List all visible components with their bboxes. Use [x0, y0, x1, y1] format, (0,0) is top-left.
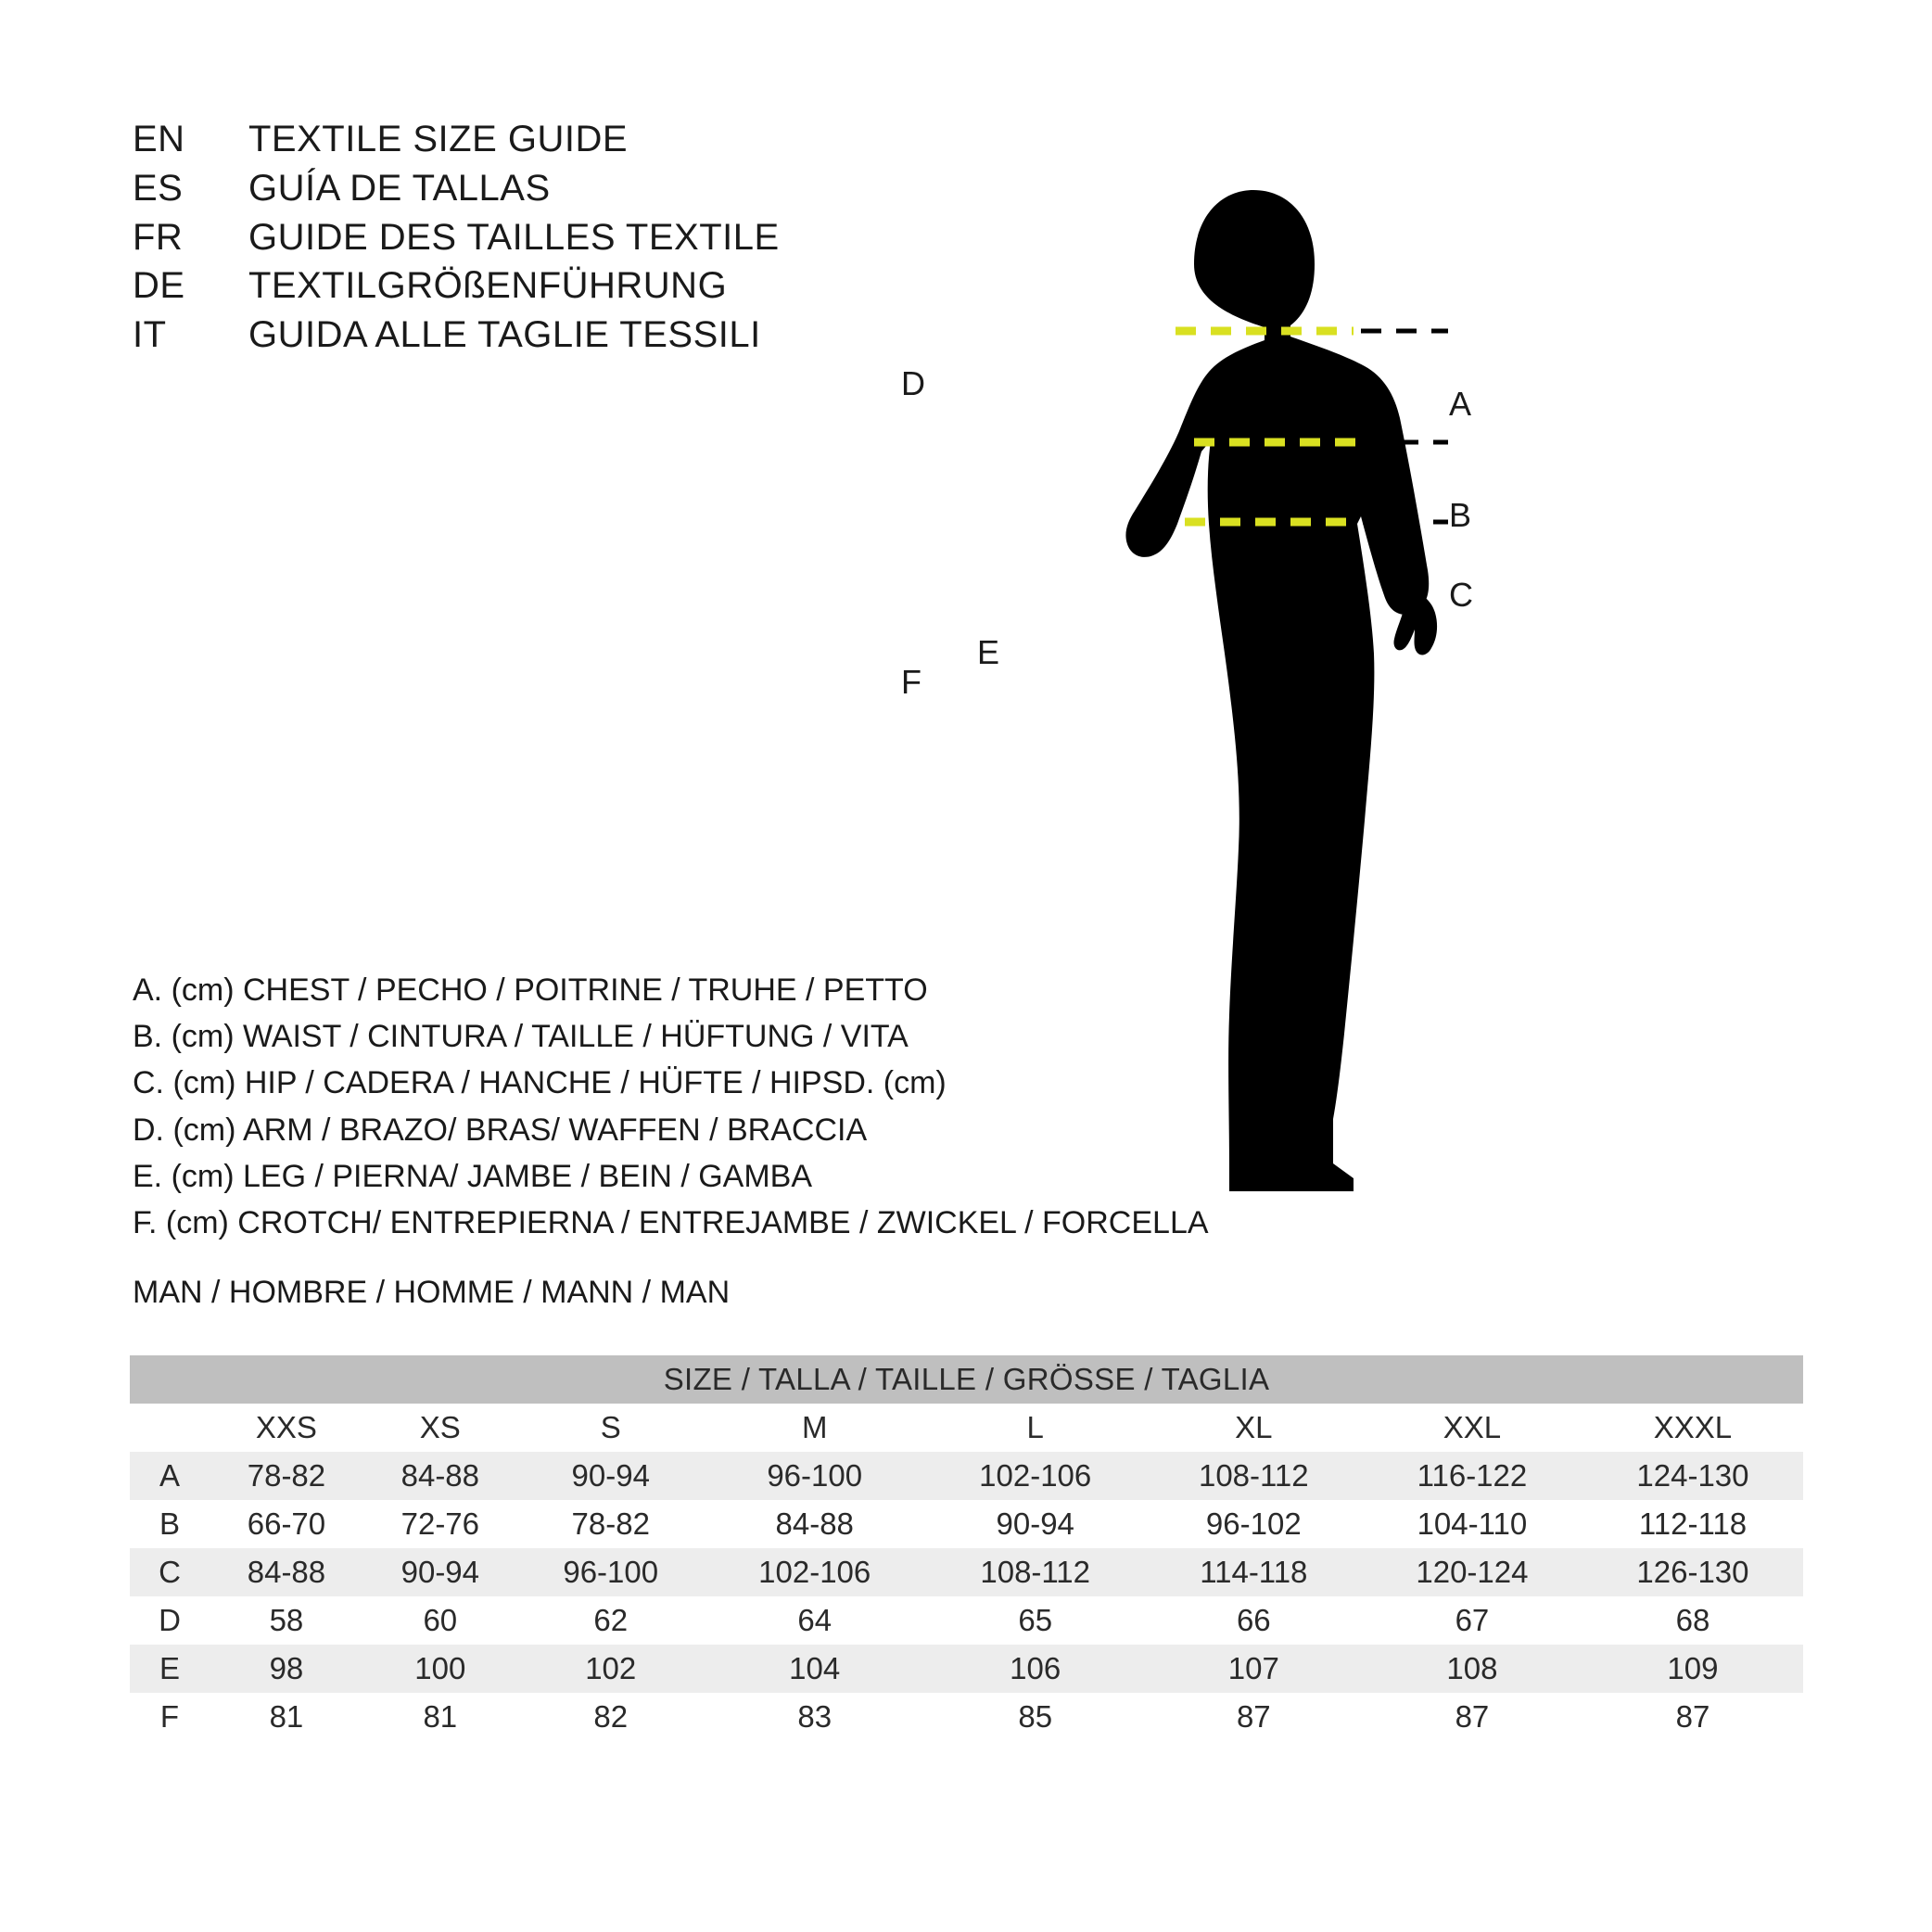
row-label-b: B [130, 1500, 210, 1548]
cell-b-m: 84-88 [705, 1500, 925, 1548]
cell-c-s: 96-100 [517, 1548, 705, 1596]
language-header-block [133, 119, 967, 363]
legend-line-b: B. (cm) WAIST / CINTURA / TAILLE / HÜFTUNG / VITA [133, 1019, 909, 1055]
cell-a-m: 96-100 [705, 1452, 925, 1500]
cell-d-xxl: 67 [1362, 1596, 1582, 1645]
table-header-row [130, 1404, 1803, 1452]
language-row [133, 119, 967, 160]
language-code: IT [133, 314, 167, 356]
size-table [130, 1355, 1803, 1741]
cell-a-xxxl: 124-130 [1582, 1452, 1803, 1500]
table-title-row [130, 1355, 1803, 1404]
column-header-xxl: XXL [1362, 1404, 1582, 1452]
language-title: TEXTILGRÖßENFÜHRUNG [248, 265, 728, 307]
measurement-legend [133, 970, 1227, 1249]
legend-line-a: A. (cm) CHEST / PECHO / POITRINE / TRUHE / PETTO [133, 972, 928, 1008]
table-row [130, 1452, 1803, 1500]
cell-a-xs: 84-88 [363, 1452, 517, 1500]
column-header-xl: XL [1146, 1404, 1362, 1452]
cell-f-xxl: 87 [1362, 1693, 1582, 1741]
cell-d-xxxl: 68 [1582, 1596, 1803, 1645]
cell-b-xxxl: 112-118 [1582, 1500, 1803, 1548]
gender-label: MAN / HOMBRE / HOMME / MANN / MAN [133, 1275, 731, 1310]
cell-f-xl: 87 [1146, 1693, 1362, 1741]
column-header-s: S [517, 1404, 705, 1452]
column-header-blank [130, 1404, 210, 1452]
marker-label-f: F [901, 663, 922, 701]
cell-d-m: 64 [705, 1596, 925, 1645]
column-header-xxxl: XXXL [1582, 1404, 1803, 1452]
marker-label-b: B [1449, 496, 1472, 534]
cell-b-xs: 72-76 [363, 1500, 517, 1548]
language-code: DE [133, 265, 185, 307]
language-title: GUIDA ALLE TAGLIE TESSILI [248, 314, 761, 356]
legend-line-c: C. (cm) HIP / CADERA / HANCHE / HÜFTE / HIPSD. (cm) [133, 1065, 947, 1101]
cell-e-xl: 107 [1146, 1645, 1362, 1693]
language-row [133, 168, 967, 210]
row-label-f: F [130, 1693, 210, 1741]
cell-f-xs: 81 [363, 1693, 517, 1741]
language-row [133, 265, 967, 307]
cell-b-xl: 96-102 [1146, 1500, 1362, 1548]
cell-c-xxs: 84-88 [210, 1548, 363, 1596]
language-code: FR [133, 216, 184, 258]
row-label-d: D [130, 1596, 210, 1645]
cell-c-xs: 90-94 [363, 1548, 517, 1596]
marker-label-d: D [901, 364, 925, 402]
table-row [130, 1645, 1803, 1693]
language-row [133, 217, 967, 259]
cell-e-l: 106 [925, 1645, 1146, 1693]
cell-a-s: 90-94 [517, 1452, 705, 1500]
column-header-l: L [925, 1404, 1146, 1452]
language-title: GUÍA DE TALLAS [248, 167, 551, 209]
cell-e-xxxl: 109 [1582, 1645, 1803, 1693]
cell-b-xxs: 66-70 [210, 1500, 363, 1548]
column-header-m: M [705, 1404, 925, 1452]
cell-c-xxl: 120-124 [1362, 1548, 1582, 1596]
cell-d-xl: 66 [1146, 1596, 1362, 1645]
cell-b-s: 78-82 [517, 1500, 705, 1548]
cell-f-xxs: 81 [210, 1693, 363, 1741]
marker-label-e: E [977, 633, 1000, 671]
cell-d-xs: 60 [363, 1596, 517, 1645]
row-label-c: C [130, 1548, 210, 1596]
table-row [130, 1596, 1803, 1645]
cell-f-xxxl: 87 [1582, 1693, 1803, 1741]
cell-f-l: 85 [925, 1693, 1146, 1741]
cell-a-xxl: 116-122 [1362, 1452, 1582, 1500]
language-code: ES [133, 167, 184, 209]
marker-label-a: A [1449, 385, 1472, 423]
cell-f-s: 82 [517, 1693, 705, 1741]
column-header-xxs: XXS [210, 1404, 363, 1452]
table-row [130, 1500, 1803, 1548]
size-table-container [130, 1355, 1803, 1741]
cell-e-m: 104 [705, 1645, 925, 1693]
cell-e-s: 102 [517, 1645, 705, 1693]
legend-line-f: F. (cm) CROTCH/ ENTREPIERNA / ENTREJAMBE / ZWICKEL / FORCELLA [133, 1204, 1209, 1240]
cell-c-m: 102-106 [705, 1548, 925, 1596]
language-title: GUIDE DES TAILLES TEXTILE [248, 216, 780, 258]
legend-line-e: E. (cm) LEG / PIERNA/ JAMBE / BEIN / GAMBA [133, 1158, 813, 1194]
cell-e-xs: 100 [363, 1645, 517, 1693]
cell-c-xl: 114-118 [1146, 1548, 1362, 1596]
cell-d-s: 62 [517, 1596, 705, 1645]
cell-d-l: 65 [925, 1596, 1146, 1645]
cell-b-xxl: 104-110 [1362, 1500, 1582, 1548]
cell-d-xxs: 58 [210, 1596, 363, 1645]
table-row [130, 1693, 1803, 1741]
marker-label-c: C [1449, 576, 1473, 614]
language-title: TEXTILE SIZE GUIDE [248, 119, 629, 159]
cell-e-xxl: 108 [1362, 1645, 1582, 1693]
language-row [133, 314, 967, 356]
column-header-xs: XS [363, 1404, 517, 1452]
language-code: EN [133, 119, 185, 159]
table-title: SIZE / TALLA / TAILLE / GRÖSSE / TAGLIA [130, 1355, 1803, 1404]
legend-line-d: D. (cm) ARM / BRAZO/ BRAS/ WAFFEN / BRACCIA [133, 1112, 868, 1148]
cell-e-xxs: 98 [210, 1645, 363, 1693]
row-label-e: E [130, 1645, 210, 1693]
row-label-a: A [130, 1452, 210, 1500]
cell-c-xxxl: 126-130 [1582, 1548, 1803, 1596]
cell-a-l: 102-106 [925, 1452, 1146, 1500]
cell-c-l: 108-112 [925, 1548, 1146, 1596]
cell-b-l: 90-94 [925, 1500, 1146, 1548]
cell-f-m: 83 [705, 1693, 925, 1741]
cell-a-xl: 108-112 [1146, 1452, 1362, 1500]
cell-a-xxs: 78-82 [210, 1452, 363, 1500]
table-row [130, 1548, 1803, 1596]
